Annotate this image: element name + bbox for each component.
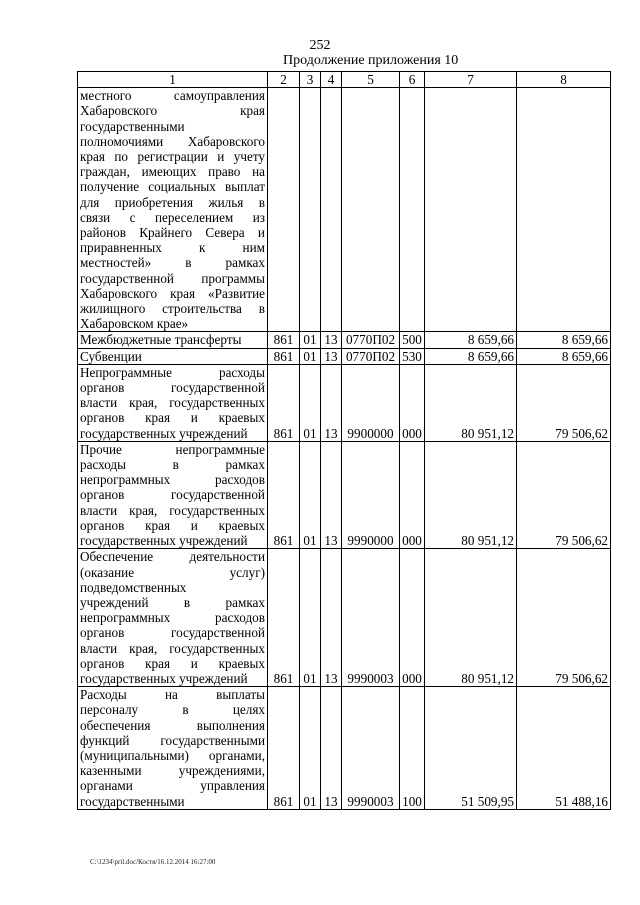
row-name-line: местного самоуправления <box>80 88 265 104</box>
row-name-line: учреждений в рамках <box>80 594 265 610</box>
target-code-cell: 9990003 <box>342 687 400 810</box>
table-row <box>78 332 611 348</box>
subsection-code-cell: 13 <box>321 549 342 687</box>
row-name-line: граждан, имеющих право на <box>80 164 265 180</box>
row-name-line: связи с переселением из <box>80 209 265 225</box>
row-name-line: расходы в рамках <box>80 457 265 473</box>
row-name-line: местностей» в рамках <box>80 255 265 271</box>
target-code-cell: 9900000 <box>342 364 400 441</box>
row-name-line: районов Крайнего Севера и <box>80 225 265 241</box>
row-name-line: Хабаровского края <box>80 103 265 119</box>
row-name-line: персоналу в целях <box>80 702 265 718</box>
budget-table <box>77 71 611 810</box>
admin-code-cell: 861 <box>268 441 300 548</box>
section-code-cell: 01 <box>300 687 321 810</box>
row-name-line: органов края и краевых <box>80 655 265 671</box>
row-name-line: государственных учреждений <box>80 670 248 686</box>
row-name-line: для приобретения жилья в <box>80 194 265 210</box>
row-name-line: (оказание услуг) <box>80 564 265 580</box>
row-name-line: функций государственными <box>80 732 265 748</box>
expense-type-cell <box>400 88 425 332</box>
expense-type-cell: 530 <box>400 348 425 364</box>
expense-type-cell: 100 <box>400 687 425 810</box>
expense-type-cell: 000 <box>400 549 425 687</box>
section-code-cell: 01 <box>300 441 321 548</box>
subsection-code-cell <box>321 88 342 332</box>
amount-cell: 51 488,16 <box>517 687 611 810</box>
column-number: 8 <box>517 72 611 88</box>
row-name-line: казенными учреждениями, <box>80 763 265 779</box>
row-name-line: государственных учреждений <box>80 425 248 441</box>
row-name-line: Хабаровского края «Развитие <box>80 285 265 301</box>
row-name-line: Обеспечение деятельности <box>80 549 265 565</box>
row-name-cell <box>78 332 268 348</box>
row-name-cell <box>78 549 268 687</box>
expense-type-cell: 000 <box>400 441 425 548</box>
appendix-continuation-title: Продолжение приложения 10 <box>283 53 459 68</box>
row-name-line: органов государственной <box>80 487 265 503</box>
admin-code-cell: 861 <box>268 549 300 687</box>
row-name-line: Субвенции <box>80 348 142 364</box>
row-name-line: органов государственной <box>80 625 265 641</box>
amount-cell: 80 951,12 <box>425 364 517 441</box>
column-number: 3 <box>300 72 321 88</box>
target-code-cell: 0770П02 <box>342 348 400 364</box>
column-number: 5 <box>342 72 400 88</box>
amount-cell: 80 951,12 <box>425 549 517 687</box>
row-name-cell <box>78 88 268 332</box>
document-path-footer: C:\1234\pril.doc/Костя/16.12.2014 16:27:00 <box>90 858 216 866</box>
table-row <box>78 88 611 332</box>
amount-cell: 79 506,62 <box>517 441 611 548</box>
table-row <box>78 348 611 364</box>
admin-code-cell <box>268 88 300 332</box>
section-code-cell: 01 <box>300 332 321 348</box>
row-name-line: государственными <box>80 118 185 134</box>
admin-code-cell: 861 <box>268 687 300 810</box>
amount-cell: 80 951,12 <box>425 441 517 548</box>
row-name-line: Хабаровском крае» <box>80 316 189 332</box>
amount-cell: 8 659,66 <box>517 348 611 364</box>
row-name-line: Межбюджетные трансферты <box>80 332 242 348</box>
subsection-code-cell: 13 <box>321 348 342 364</box>
row-name-line: полномочиями Хабаровского <box>80 133 265 149</box>
row-name-cell <box>78 441 268 548</box>
row-name-line: органов края и краевых <box>80 410 265 426</box>
row-name-line: (муниципальными) органами, <box>80 747 265 763</box>
amount-cell: 8 659,66 <box>425 348 517 364</box>
section-code-cell: 01 <box>300 364 321 441</box>
expense-type-cell: 500 <box>400 332 425 348</box>
amount-cell: 8 659,66 <box>425 332 517 348</box>
column-number: 2 <box>268 72 300 88</box>
row-name-line: жилищного строительства в <box>80 301 265 317</box>
amount-cell <box>425 88 517 332</box>
amount-cell: 51 509,95 <box>425 687 517 810</box>
amount-cell: 79 506,62 <box>517 549 611 687</box>
amount-cell: 79 506,62 <box>517 364 611 441</box>
column-number: 1 <box>78 72 268 88</box>
column-number: 6 <box>400 72 425 88</box>
subsection-code-cell: 13 <box>321 687 342 810</box>
subsection-code-cell: 13 <box>321 364 342 441</box>
page-number: 252 <box>309 38 331 53</box>
row-name-line: подведомственных <box>80 579 187 595</box>
table-row <box>78 687 611 810</box>
section-code-cell <box>300 88 321 332</box>
target-code-cell: 9990000 <box>342 441 400 548</box>
table-row <box>78 441 611 548</box>
row-name-cell <box>78 687 268 810</box>
section-code-cell: 01 <box>300 549 321 687</box>
target-code-cell <box>342 88 400 332</box>
row-name-cell <box>78 364 268 441</box>
row-name-line: государственных учреждений <box>80 533 248 549</box>
row-name-line: государственными <box>80 793 185 809</box>
row-name-line: государственной программы <box>80 270 265 286</box>
row-name-line: Расходы на выплаты <box>80 687 265 703</box>
row-name-line: непрограммных расходов <box>80 610 265 626</box>
row-name-line: органами управления <box>80 778 265 794</box>
table-row <box>78 549 611 687</box>
row-name-line: власти края, государственных <box>80 640 265 656</box>
amount-cell <box>517 88 611 332</box>
admin-code-cell: 861 <box>268 348 300 364</box>
column-number-row <box>78 72 611 88</box>
row-name-line: непрограммных расходов <box>80 472 265 488</box>
table-row <box>78 364 611 441</box>
target-code-cell: 9990003 <box>342 549 400 687</box>
row-name-line: края по регистрации и учету <box>80 149 265 165</box>
admin-code-cell: 861 <box>268 364 300 441</box>
row-name-line: получение социальных выплат <box>80 179 265 195</box>
section-code-cell: 01 <box>300 348 321 364</box>
row-name-line: власти края, государственных <box>80 502 265 518</box>
row-name-line: органов государственной <box>80 380 265 396</box>
expense-type-cell: 000 <box>400 364 425 441</box>
column-number: 4 <box>321 72 342 88</box>
target-code-cell: 0770П02 <box>342 332 400 348</box>
subsection-code-cell: 13 <box>321 441 342 548</box>
row-name-line: власти края, государственных <box>80 395 265 411</box>
row-name-line: Прочие непрограммные <box>80 441 265 457</box>
subsection-code-cell: 13 <box>321 332 342 348</box>
row-name-line: приравненных к ним <box>80 240 265 256</box>
row-name-line: обеспечения выполнения <box>80 717 265 733</box>
row-name-line: Непрограммные расходы <box>80 364 265 380</box>
row-name-cell <box>78 348 268 364</box>
column-number: 7 <box>425 72 517 88</box>
admin-code-cell: 861 <box>268 332 300 348</box>
row-name-line: органов края и краевых <box>80 517 265 533</box>
amount-cell: 8 659,66 <box>517 332 611 348</box>
